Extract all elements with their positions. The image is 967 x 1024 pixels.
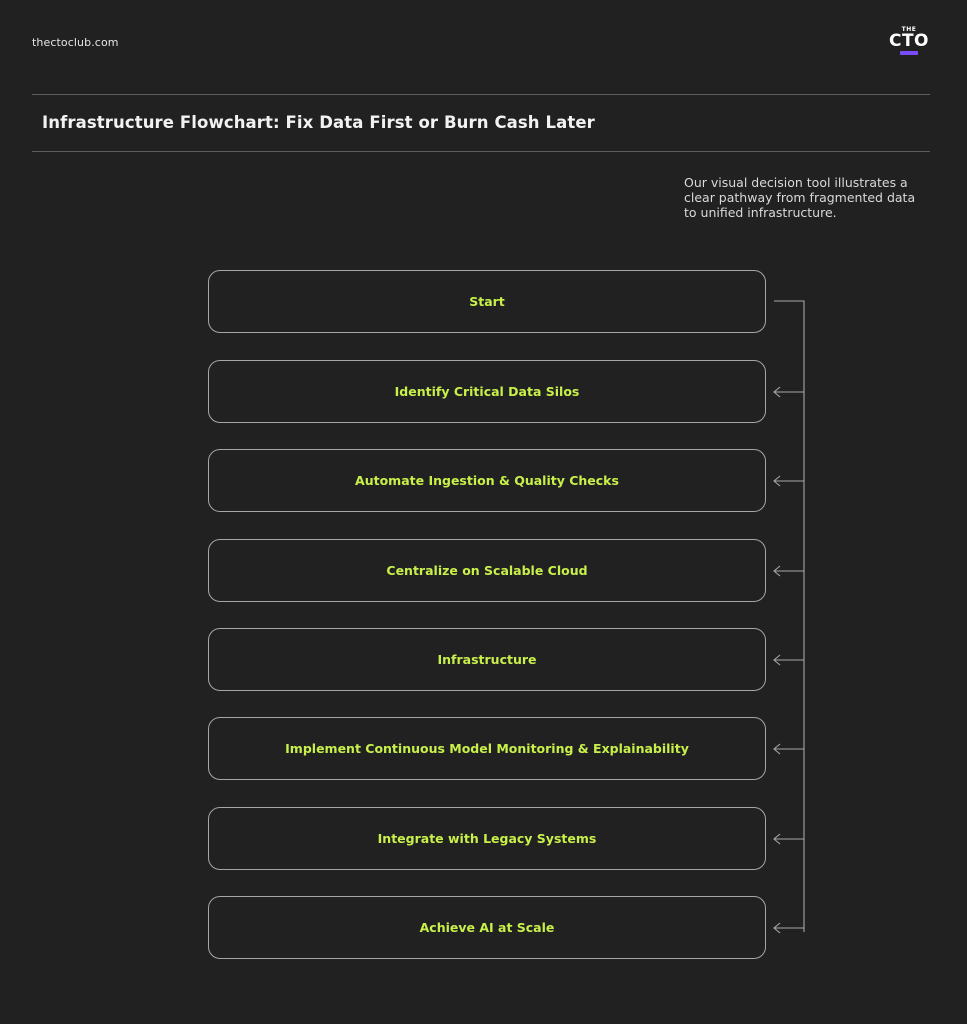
step-label: Implement Continuous Model Monitoring & Explainability — [285, 741, 689, 756]
description-text: Our visual decision tool illustrates a clear pathway from fragmented data to unified infrastructure. — [684, 175, 916, 220]
step-ai-at-scale — [208, 896, 766, 959]
step-label: Integrate with Legacy Systems — [377, 831, 597, 846]
step-label: Start — [469, 294, 505, 309]
step-identify-silos — [208, 360, 766, 423]
step-label: Identify Critical Data Silos — [394, 384, 580, 399]
page-title: Infrastructure Flowchart: Fix Data First or Burn Cash Later — [42, 113, 595, 132]
logo-cto-text: CTO — [888, 31, 930, 51]
step-centralize-cloud — [208, 539, 766, 602]
step-legacy-integration — [208, 807, 766, 870]
site-url: thectoclub.com — [32, 36, 119, 49]
logo-the-text: THE — [901, 26, 917, 33]
step-label: Achieve AI at Scale — [419, 920, 555, 935]
step-label: Infrastructure — [437, 652, 537, 667]
step-automate-ingestion — [208, 449, 766, 512]
step-start — [208, 270, 766, 333]
step-label: Centralize on Scalable Cloud — [386, 563, 588, 578]
step-model-monitoring — [208, 717, 766, 780]
step-label: Automate Ingestion & Quality Checks — [355, 473, 619, 488]
step-infrastructure — [208, 628, 766, 691]
